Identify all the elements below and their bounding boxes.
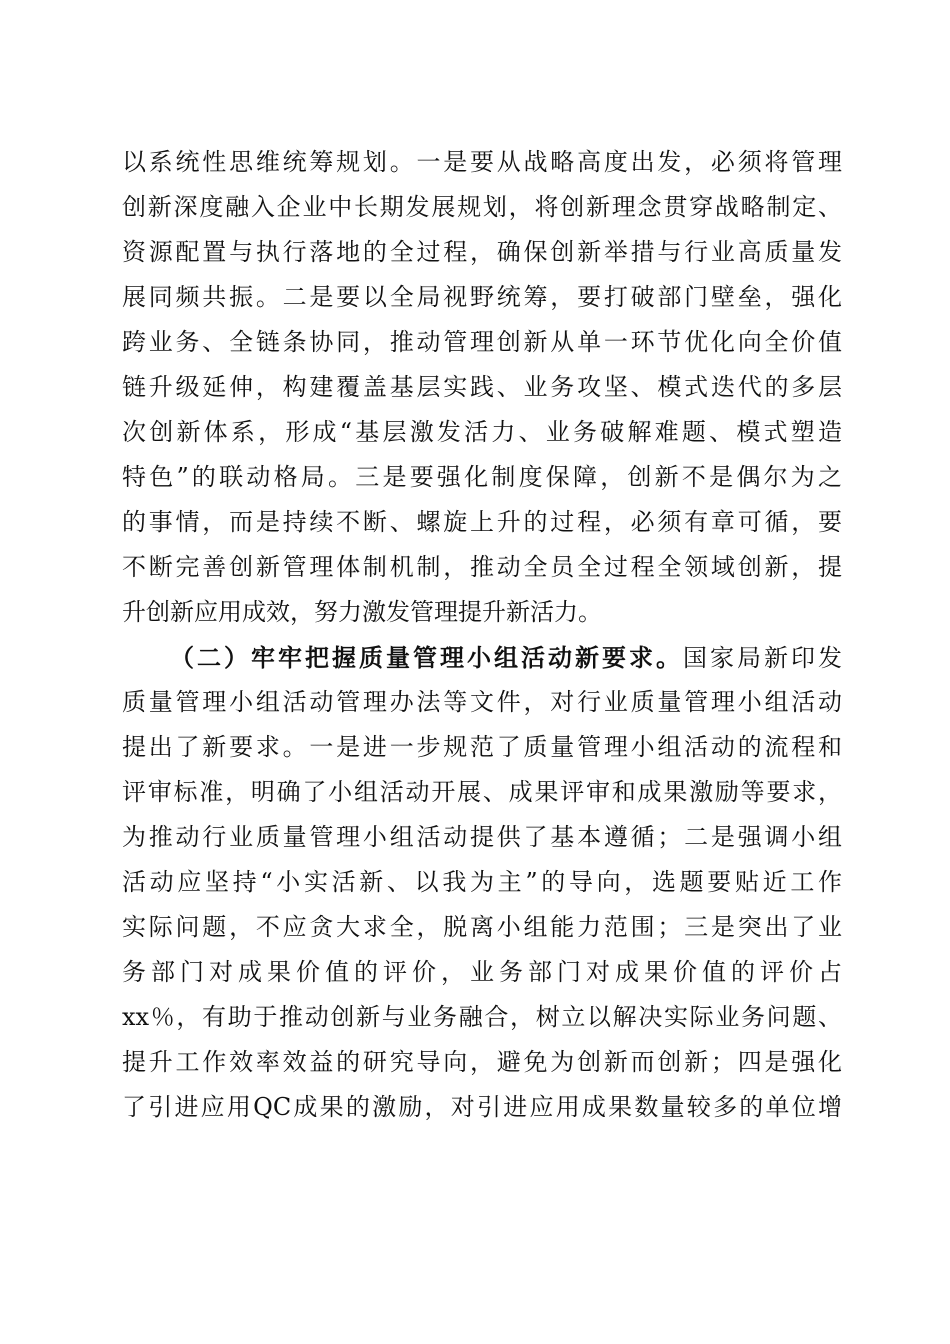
text-line: 务部门对成果价值的评价，业务部门对成果价值的评价占 [122, 958, 842, 986]
text-line: 了引进应用QC成果的激励，对引进应用成果数量较多的单位增 [122, 1093, 842, 1121]
text-line: 活动应坚持“小实活新、以我为主”的导向，选题要贴近工作 [122, 868, 842, 896]
text-line: 链升级延伸，构建覆盖基层实践、业务攻坚、模式迭代的多层 [122, 373, 842, 401]
text-line: 资源配置与执行落地的全过程，确保创新举措与行业高质量发 [122, 238, 842, 266]
text-line: 质量管理小组活动管理办法等文件，对行业质量管理小组活动 [122, 688, 842, 716]
text-line: 提出了新要求。一是进一步规范了质量管理小组活动的流程和 [122, 733, 842, 761]
text-line: 不断完善创新管理体制机制，推动全员全过程全领域创新，提 [122, 553, 842, 581]
section-heading: （二）牢牢把握质量管理小组活动新要求。 [170, 643, 683, 672]
text-line: 创新深度融入企业中长期发展规划，将创新理念贯穿战略制定、 [122, 193, 842, 221]
section-heading-rest: 国家局新印发 [683, 644, 842, 672]
text-line: xx％，有助于推动创新与业务融合，树立以解决实际业务问题、 [122, 1003, 842, 1031]
text-line: 为推动行业质量管理小组活动提供了基本遵循；二是强调小组 [122, 823, 842, 851]
section-heading-line [122, 635, 842, 680]
text-line: 特色”的联动格局。三是要强化制度保障，创新不是偶尔为之 [122, 463, 842, 491]
text-line: 升创新应用成效，努力激发管理提升新活力。 [122, 598, 602, 626]
text-line: 评审标准，明确了小组活动开展、成果评审和成果激励等要求， [122, 778, 842, 806]
text-line: 提升工作效率效益的研究导向，避免为创新而创新；四是强化 [122, 1048, 842, 1076]
text-line: 的事情，而是持续不断、螺旋上升的过程，必须有章可循，要 [122, 508, 842, 536]
text-line: 实际问题，不应贪大求全，脱离小组能力范围；三是突出了业 [122, 913, 842, 941]
document-body [122, 140, 842, 1130]
text-line: 展同频共振。二是要以全局视野统筹，要打破部门壁垒，强化 [122, 283, 842, 311]
text-line: 以系统性思维统筹规划。一是要从战略高度出发，必须将管理 [122, 148, 842, 176]
text-line: 次创新体系，形成“基层激发活力、业务破解难题、模式塑造 [122, 418, 842, 446]
text-line: 跨业务、全链条协同，推动管理创新从单一环节优化向全价值 [122, 328, 842, 356]
